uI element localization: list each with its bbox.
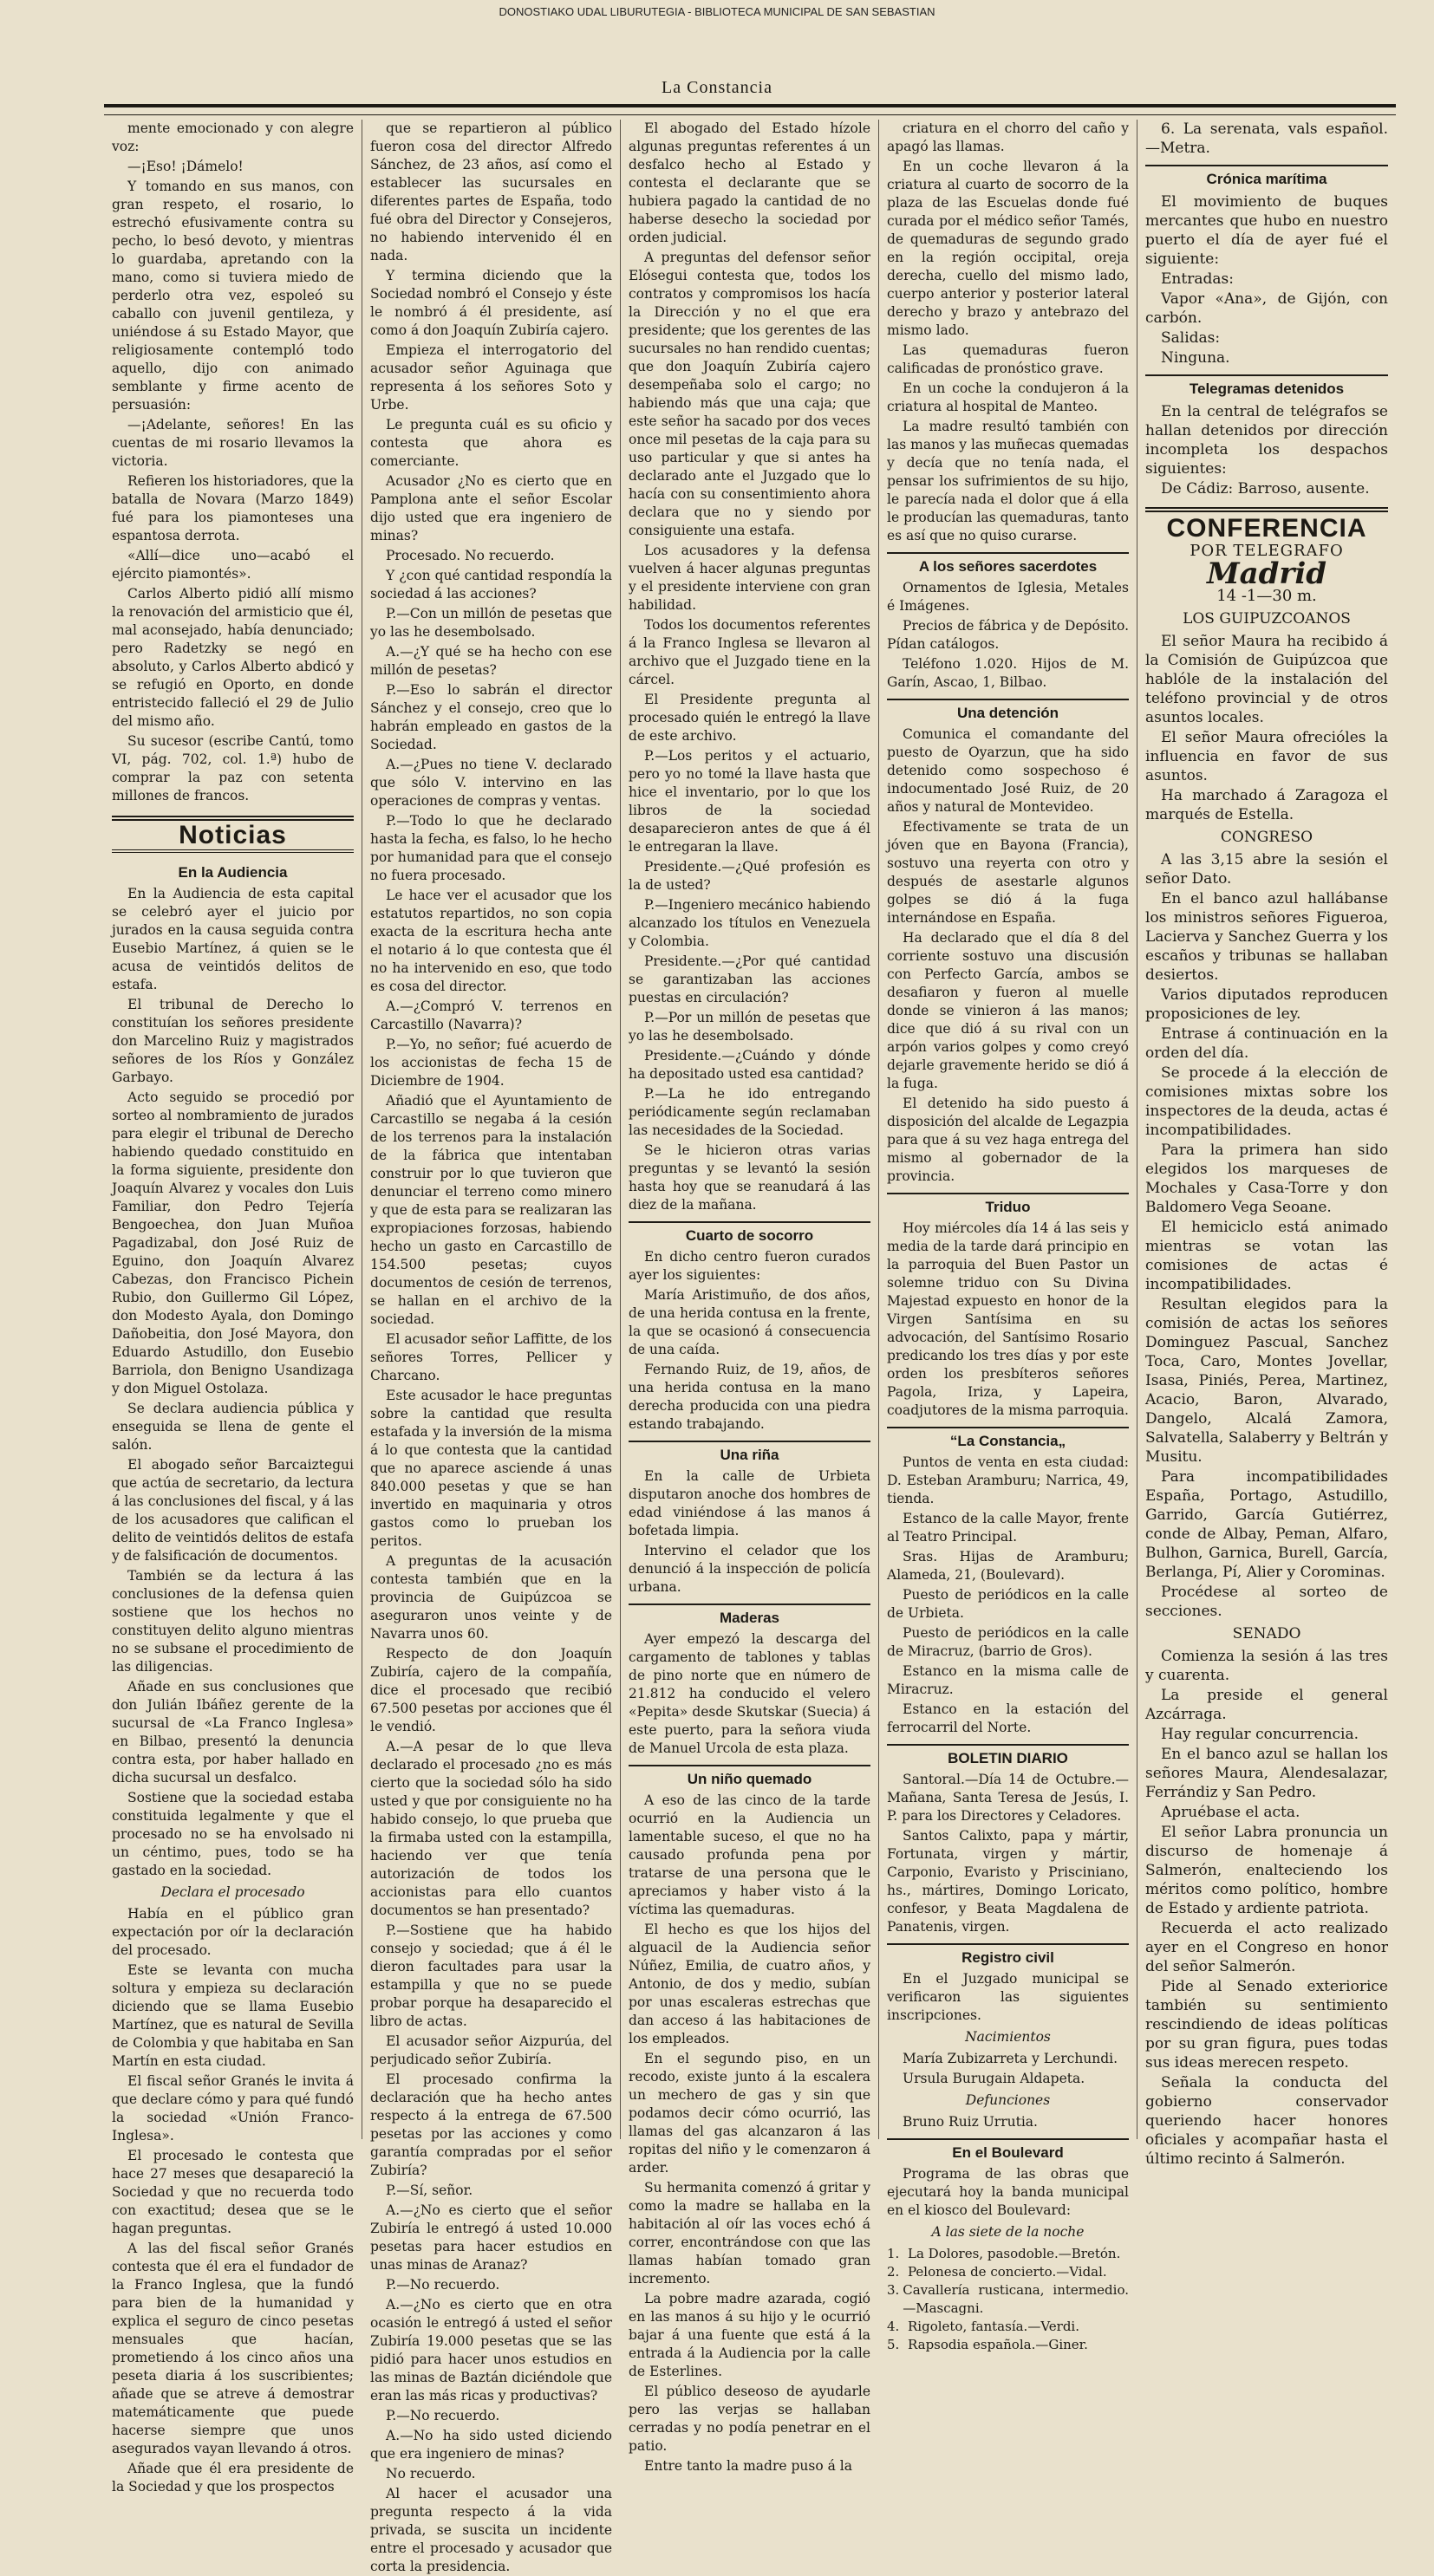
cronica-heading: Crónica marítima xyxy=(1145,165,1388,189)
paragraph: En un coche llevaron á la criatura al cuarto de socorro de la plaza de las Escuelas donde fué curada por el médico señor Tamés, de quemaduras de segundo grado en la región occipital, oreja derecha, cuello del mismo lado, cuerpo anterior y posterior lateral derecho y brazo y antebrazo del mismo lado. xyxy=(887,159,1129,338)
program-number: 4. xyxy=(887,2319,900,2334)
paragraph: El señor Maura ha recibido á la Comisión de Guipúzcoa que hablóle de la instalación del teléfono provincial y de otros asuntos locales. xyxy=(1145,633,1388,726)
paragraph: Santos Calixto, papa y mártir, Fortunata, virgen y mártir, Carponio, Evaristo y Prisciniano, hs., mártires, Domingo Loricato, confesor, y Beata Magdalena de Panatenis, virgen. xyxy=(887,1828,1129,1935)
paragraph: Los acusadores y la defensa vuelven á hacer algunas preguntas y el presidente interviene con gran habilidad. xyxy=(629,543,870,613)
paragraph: El movimiento de buques mercantes que hubo en nuestro puerto el día de ayer fué el siguiente: xyxy=(1145,193,1388,268)
paragraph: El señor Maura ofrecióles la influencia en favor de sus asuntos. xyxy=(1145,729,1388,784)
triduo-heading: Triduo xyxy=(887,1193,1129,1216)
program-item xyxy=(887,2336,1129,2354)
boulevard-heading: En el Boulevard xyxy=(887,2138,1129,2162)
col3-paras-e xyxy=(629,1792,870,2475)
paragraph: Presidente.—¿Por qué cantidad se garantizaban las acciones puestas en circulación? xyxy=(629,953,870,1005)
paragraph: Añade en sus conclusiones que don Julián Ibáñez gerente de la sucursal de «La Franco Inglesa» en Bilbao, presentó la denuncia contra esta, por haber hallado en dicha sucursal un desfalco. xyxy=(112,1679,354,1786)
paragraph: Carlos Alberto pidió allí mismo la renovación del armisticio que él, mal aconsejado, había denunciado; pero Radetzky se negó en absoluto, y Carlos Alberto abdicó y se refugió en Oporto, en donde entristecido falleció el 29 de Julio del mismo año. xyxy=(112,586,354,729)
senado-heading: SENADO xyxy=(1232,1625,1301,1643)
program-end: 6. La serenata, vals español.—Metra. xyxy=(1145,120,1388,157)
paragraph: A.—No ha sido usted diciendo que era ingeniero de minas? xyxy=(370,2428,612,2462)
defunciones-subheading: Defunciones xyxy=(965,2092,1051,2108)
col3-paras-a xyxy=(629,120,870,1214)
noticias-heading: Noticias xyxy=(112,816,354,853)
paragraph: Le hace ver el acusador que los estatutos repartidos, no son copia exacta de la escritura hecha ante el notario á lo que contesta que él no ha intervenido en eso, que todo es cosa del director. xyxy=(370,888,612,994)
program-item xyxy=(887,2263,1129,2281)
paragraph: Resultan elegidos para la comisión de actas los señores Dominguez Pascual, Sanchez Toca, Caro, Montes Jovellar, Isasa, Piniés, Perea, Martinez, Acacio, Baron, Alvarado, Dangelo, Alcalá Zamora, Salvatella, Salaberry y Beltrán y Musitu. xyxy=(1145,1296,1388,1466)
paragraph: A.—¿Compró V. terrenos en Carcastillo (Navarra)? xyxy=(370,999,612,1032)
paragraph: Ha declarado que el día 8 del corriente sostuvo una discusión con Perfecto García, ambos se desafiaron y fueron al muelle donde se vinieron á las manos; dice que dió á su rival con un arpón varios golpes y como creyó dejarle gravemente herido se dió á la fuga. xyxy=(887,930,1129,1091)
paragraph: En la central de telégrafos se hallan detenidos por dirección incompleta los despachos siguientes: xyxy=(1145,403,1388,478)
nacimientos-list xyxy=(887,2050,1129,2088)
por-telegrafo: POR TELEGRAFO xyxy=(1190,542,1344,560)
paragraph: El tribunal de Derecho lo constituían los señores presidente don Marcelino Ruiz y magistrados señores de los Ríos y González Garbayo. xyxy=(112,997,354,1085)
program-number: 3. xyxy=(887,2282,900,2298)
col5-paras-a xyxy=(1145,192,1388,368)
paragraph: Respecto de don Joaquín Zubiría, cajero de la compañía, dice el procesado que recibió 67.500 pesetas por acciones que él le vendió. xyxy=(370,1646,612,1734)
paragraph: Programa de las obras que ejecutará hoy la banda municipal en el kiosco del Boulevard: xyxy=(887,2166,1129,2218)
paragraph: Sostiene que la sociedad estaba constituida legalmente y que el procesado no se ha envolsado ni un céntimo, pues, todo se ha gastado en la sociedad. xyxy=(112,1790,354,1878)
paragraph: El abogado señor Barcaiztegui que actúa de secretario, da lectura á las conclusiones del fiscal, y á las de los acusadores que califican el delito de veintidós delitos de estafa y de falsificación de documentos. xyxy=(112,1457,354,1564)
paragraph: Refieren los historiadores, que la batalla de Novara (Marzo 1849) fué para los piamonteses una espantosa derrota. xyxy=(112,473,354,543)
program-title: Pelonesa de concierto.—Vidal. xyxy=(908,2264,1107,2280)
paragraph: Sras. Hijas de Aramburu; Alameda, 21, (Boulevard). xyxy=(887,1549,1129,1583)
paragraph: Puesto de periódicos en la calle de Urbieta. xyxy=(887,1587,1129,1621)
paragraph: Comunica el comandante del puesto de Oyarzun, que ha sido detenido como sospechoso é indocumentado José Ruiz, de 20 años y natural de Montevideo. xyxy=(887,726,1129,815)
maderas-heading: Maderas xyxy=(629,1603,870,1627)
paragraph: P.—Yo, no señor; fué acuerdo de los accionistas de fecha 15 de Diciembre de 1904. xyxy=(370,1037,612,1089)
paragraph: El fiscal señor Granés le invita á que declare cómo y para qué fundó la sociedad «Unión Franco-Inglesa». xyxy=(112,2073,354,2143)
conferencia-heading: CONFERENCIA xyxy=(1145,507,1388,538)
boletin-heading: BOLETIN DIARIO xyxy=(887,1744,1129,1767)
col1-paras-b xyxy=(112,885,354,1880)
col4-paras-b xyxy=(887,579,1129,692)
paragraph: En la calle de Urbieta disputaron anoche dos hombres de edad viniéndose á las manos á bofetada limpia. xyxy=(629,1468,870,1538)
paragraph: Ursula Burugain Aldapeta. xyxy=(903,2071,1085,2086)
paragraph: P.—Sí, señor. xyxy=(386,2182,473,2198)
paragraph: Estanco en la estación del ferrocarril del Norte. xyxy=(887,1701,1129,1735)
program-item xyxy=(887,2318,1129,2336)
col4-paras-h xyxy=(887,2165,1129,2220)
paragraph: Ornamentos de Iglesia, Metales é Imágenes. xyxy=(887,580,1129,614)
paragraph: Añade que él era presidente de la Sociedad y que los prospectos xyxy=(112,2461,354,2495)
paragraph: Acto seguido se procedió por sorteo al nombramiento de jurados para elegir el tribunal de Derecho habiendo quedado constituido en la forma siguiente, presidente don Joaquín Alvarez y vocales don Luis Familiar, don Pedro Tejería Bengoechea, don Juan Muñoa Pagadizabal, don José Ruiz de Eguino, don Joaquín Alvarez Cabezas, don Francisco Pichein Rubio, don Guillermo Gil López, don Modesto Ayala, don Domingo Dañobeitia, don José Mayora, don Eduardo Astudillo, don Eusebio Barriola, don Benigno Usandizaga y don Miguel Ostolaza. xyxy=(112,1090,354,1396)
paragraph: El procesado confirma la declaración que ha hecho antes respecto á la entrega de 67.500 pesetas por las acciones y como garantía compradas por el señor Zubiría? xyxy=(370,2072,612,2178)
col2-paras xyxy=(370,120,612,2576)
paragraph: Todos los documentos referentes á la Franco Inglesa se llevaron al archivo que el Juzgado tiene en la cárcel. xyxy=(629,617,870,687)
dateline: 14 -1—30 m. xyxy=(1216,587,1317,605)
paragraph: También se da lectura á las conclusiones de la defensa quien sostiene que los hechos no constituyen delito alguno mientras no se subsane el procedimiento de las diligencias. xyxy=(112,1568,354,1675)
paragraph: Estanco de la calle Mayor, frente al Teatro Principal. xyxy=(887,1511,1129,1545)
paragraph: María Aristimuño, de dos años, de una herida contusa en la frente, la que se ocasionó á consecuencia de una caída. xyxy=(629,1287,870,1357)
column-5 xyxy=(1137,120,1396,2168)
paragraph: Y tomando en sus manos, con gran respeto, el rosario, lo estrechó efusivamente contra su pecho, lo besó devoto, y mientras lo guardaba, apretando con la mano, como si tuviera miedo de perderlo otra vez, espoleó su caballo con juvenil gentileza, y uniéndose á su Estado Mayor, que religiosamente contempló todo aquello, dijo con animado semblante y firme acento de persuasión: xyxy=(112,179,354,413)
paragraph: El acusador señor Aizpurúa, del perjudicado señor Zubiría. xyxy=(370,2033,612,2067)
paragraph: A eso de las cinco de la tarde ocurrió en la Audiencia un lamentable suceso, el que no ha causado profunda pena por tratarse de una persona que le apreciamos y haber visto á la víctima las quemaduras. xyxy=(629,1792,870,1917)
library-banner: DONOSTIAKO UDAL LIBURUTEGIA - BIBLIOTECA MUNICIPAL DE SAN SEBASTIAN xyxy=(499,5,935,18)
paragraph: Señala la conducta del gobierno conservador queriendo hacer honores oficiales y acompañar hasta el último recinto á Salmerón. xyxy=(1145,2074,1388,2168)
rina-heading: Una riña xyxy=(629,1441,870,1464)
program-item xyxy=(887,2281,1129,2318)
paragraph: Ninguna. xyxy=(1161,349,1230,367)
paragraph: Ayer empezó la descarga del cargamento de tablones y tablas de pino norte que en número de 21.812 ha conducido el velero «Pepita» desde Skutskar (Suecia) á este puerto, para la señora viuda de Manuel Urcola de esta plaza. xyxy=(629,1631,870,1756)
column-2 xyxy=(362,120,621,2574)
cuarto-socorro-heading: Cuarto de socorro xyxy=(629,1221,870,1245)
paragraph: La madre resultó también con las manos y las muñecas quemadas y decía que no tenía nada, el pensar los sufrimientos de su hijo, le parecía nada el dolor que á ella le producían las quemaduras, tanto es así que no quiso curarse. xyxy=(887,419,1129,543)
paragraph: A preguntas de la acusación contesta también que en la provincia de Guipúzcoa se aseguraron unos veinte y de Navarra unos 60. xyxy=(370,1553,612,1642)
paragraph: P.—No recuerdo. xyxy=(386,2408,500,2423)
paragraph: Para la primera han sido elegidos los marqueses de Mochales y Casa-Torre y don Baldomero Vega Seoane. xyxy=(1145,1142,1388,1216)
paragraph: Apruébase el acta. xyxy=(1161,1804,1300,1821)
paragraph: Acusador ¿No es cierto que en Pamplona ante el señor Escolar dijo usted que era ingeniero de minas? xyxy=(370,473,612,543)
paragraph: P.—Los peritos y el actuario, pero yo no tomé la llave hasta que hice el inventario, por lo que los libros de la sociedad desaparecieron antes de que á él le entregaran la llave. xyxy=(629,748,870,855)
paragraph: Había en el público gran expectación por oír la declaración del procesado. xyxy=(112,1906,354,1958)
detencion-heading: Una detención xyxy=(887,699,1129,722)
paragraph: Efectivamente se trata de un jóven que en Bayona (Francia), sostuvo una reyerta con otro y después de asestarle algunos golpes se dió á la fuga internándose en España. xyxy=(887,819,1129,926)
col3-paras-d xyxy=(629,1630,870,1758)
paragraph: El público deseoso de ayudarle pero las verjas se hallaban cerradas y no podía penetrar en el patio. xyxy=(629,2384,870,2454)
paragraph: P.—Ingeniero mecánico habiendo alcanzado los títulos en Venezuela y Colombia. xyxy=(629,897,870,949)
paragraph: En el banco azul hallábanse los ministros señores Figueroa, Lacierva y Sanchez Guerra y los escaños y tribunas se hallaban desiertos. xyxy=(1145,890,1388,984)
paragraph: El detenido ha sido puesto á disposición del alcalde de Legazpia para que á su vez haga entrega del mismo al gobernador de la provincia. xyxy=(887,1096,1129,1184)
paragraph: Se procede á la elección de comisiones mixtas sobre los inspectores de la deuda, actas é incompatibilidades. xyxy=(1145,1064,1388,1139)
paragraph: Hoy miércoles día 14 á las seis y media de la tarde dará principio en la parroquia del Buen Pastor un solemne triduo con Su Divina Majestad expuesto en honor de la Virgen Santísima en su advocación, del Santísimo Rosario predicando los tres días y por este orden los presbíteros señores Pagola, Iriza, y Lapeira, coadjutores de la misma parroquia. xyxy=(887,1220,1129,1418)
sacerdotes-heading: A los señores sacerdotes xyxy=(887,552,1129,576)
program-number: 2. xyxy=(887,2264,900,2280)
program-number: 1. xyxy=(887,2246,900,2261)
paragraph: La pobre madre azarada, cogió en las manos á su hijo y le ocurrió bajar á una fuente que está á la entrada á la Audiencia por la calle de Esterlines. xyxy=(629,2291,870,2379)
paragraph: P.—Todo lo que he declarado hasta la fecha, es falso, lo he hecho por humanidad para que el consejo no fuera procesado. xyxy=(370,813,612,883)
paragraph: P.—Eso lo sabrán el director Sánchez y el consejo, creo que lo habrán empleado en gastos de la Sociedad. xyxy=(370,682,612,752)
madrid-heading: Madrid xyxy=(1206,556,1327,591)
program-item xyxy=(887,2245,1129,2263)
paragraph: P.—Sostiene que ha habido consejo y sociedad; que á él le dieron facultades para usar la estampilla y que no se puede probar porque ha desaparecido el libro de actas. xyxy=(370,1922,612,2029)
column-1 xyxy=(104,120,362,2495)
paragraph: En el Juzgado municipal se verificaron las siguientes inscripciones. xyxy=(887,1971,1129,2023)
paragraph: Para incompatibilidades España, Portago, Astudillo, Garrido, García Gutiérrez, conde de Albay, Peman, Alfaro, Bulhon, Garnica, Burell, García, Berlanga, Pí, Alier y Corominas. xyxy=(1145,1468,1388,1581)
paragraph: —¡Adelante, señores! En las cuentas de mi rosario llevamos la victoria. xyxy=(112,417,354,469)
paragraph: El acusador señor Laffitte, de los señores Torres, Pellicer y Charcano. xyxy=(370,1331,612,1383)
paragraph: A.—¿No es cierto que el señor Zubiría le entregó á usted 10.000 pesetas para hacer estudios en unas minas de Aranaz? xyxy=(370,2202,612,2273)
paragraph: En un coche la condujeron á la criatura al hospital de Manteo. xyxy=(887,381,1129,414)
paragraph: A preguntas del defensor señor Elósegui contesta que, todos los contratos y compromisos los hacía la Dirección y no el que era presidente; que los gerentes de las sucursales no han rendido cuentas; que don Joaquín Zubiría cajero desempeñaba solo el cargo; no habiendo más que una caja; que este señor ha sacado por dos veces once mil pesetas de la caja para su uso particular y que si antes ha declarado ante el Juzgado que lo hacía con su consentimiento ahora declara que no y siendo por consiguiente una estafa. xyxy=(629,250,870,538)
column-3 xyxy=(621,120,879,2474)
paragraph: Le pregunta cuál es su oficio y contesta que ahora es comerciante. xyxy=(370,417,612,469)
congreso-heading: CONGRESO xyxy=(1220,829,1313,846)
paragraph: Estanco en la misma calle de Miracruz. xyxy=(887,1663,1129,1697)
program-title: Cavallería rusticana, intermedio.—Mascagni. xyxy=(903,2282,1129,2316)
paragraph: que se repartieron al público fueron cosa del director Alfredo Sánchez, de 23 años, así como el establecer las sucursales en diferentes partes de España, todo fué obra del Director y Consejeros, no habiendo intervenido él en nada. xyxy=(370,120,612,263)
program-list xyxy=(887,2245,1129,2354)
paragraph: Entre tanto la madre puso á la xyxy=(644,2458,852,2474)
paragraph: «Allí—dice uno—acabó el ejército piamontés». xyxy=(112,548,354,582)
paragraph: En el banco azul se hallan los señores Maura, Alendesalazar, Ferrándiz y San Pedro. xyxy=(1145,1746,1388,1801)
paragraph: Varios diputados reproducen proposiciones de ley. xyxy=(1145,986,1388,1023)
telegramas-heading: Telegramas detenidos xyxy=(1145,374,1388,399)
col1-paras-c xyxy=(112,1905,354,2496)
paragraph: No recuerdo. xyxy=(386,2466,476,2482)
paragraph: Entrase á continuación en la orden del día. xyxy=(1145,1025,1388,1062)
col4-paras-g xyxy=(887,1970,1129,2025)
nacimientos-subheading: Nacimientos xyxy=(965,2029,1051,2045)
paragraph: Entradas: xyxy=(1161,270,1234,288)
col5-paras-c xyxy=(1145,632,1388,824)
col3-paras-b xyxy=(629,1248,870,1434)
paragraph: El señor Labra pronuncia un discurso de homenaje á Salmerón, enalteciendo los méritos como político, hombre de Estado y ardiente patriota. xyxy=(1145,1824,1388,1917)
paragraph: Las quemaduras fueron calificadas de pronóstico grave. xyxy=(887,342,1129,376)
col5-paras-d xyxy=(1145,850,1388,1621)
paragraph: —¡Eso! ¡Dámelo! xyxy=(127,159,244,174)
paragraph: Recuerda el acto realizado ayer en el Congreso en honor del señor Salmerón. xyxy=(1145,1920,1388,1975)
paragraph: Comienza la sesión á las tres y cuarenta. xyxy=(1145,1648,1388,1684)
paragraph: Procesado. No recuerdo. xyxy=(386,548,555,563)
paragraph: Presidente.—¿Cuándo y dónde ha depositado usted esa cantidad? xyxy=(629,1048,870,1082)
paragraph: Salidas: xyxy=(1161,329,1221,347)
paragraph: Teléfono 1.020. Hijos de M. Garín, Ascao, 1, Bilbao. xyxy=(887,656,1129,690)
paragraph: criatura en el chorro del caño y apagó las llamas. xyxy=(887,120,1129,154)
paragraph: Puesto de periódicos en la calle de Miracruz, (barrio de Gros). xyxy=(887,1625,1129,1659)
paragraph: El Presidente pregunta al procesado quién le entregó la llave de este archivo. xyxy=(629,692,870,744)
col4-paras-a xyxy=(887,120,1129,545)
paragraph: Pide al Senado exteriorice también su sentimiento rescindiendo de ideas políticas por su gran figura, pues todas sus ideas merecen respeto. xyxy=(1145,1978,1388,2072)
paragraph: Al hacer el acusador una pregunta respecto á la vida privada, se suscita un incidente entre el procesado y acusador que corta la presidencia. xyxy=(370,2486,612,2574)
paragraph: A las del fiscal señor Granés contesta que él era el fundador de la Franco Inglesa, que la fundó para bien de la humanidad y explica el seguro de cinco pesetas mensuales que hacían, prometiendo á los cinco años una peseta diaria á los suscribientes; añade que se atreve á demostrar matemáticamente que puede hacerse siempre que unos asegurados vayan llevando á otros. xyxy=(112,2241,354,2456)
col1-paras-a xyxy=(112,120,354,805)
paragraph: Empieza el interrogatorio del acusador señor Aguinaga que representa á los señores Soto y Urbe. xyxy=(370,342,612,413)
paragraph: En la Audiencia de esta capital se celebró ayer el juicio por jurados en la causa seguida contra Eusebio Martínez, á quien se le acusa de veintidós delitos de estafa. xyxy=(112,886,354,992)
paragraph: Este se levanta con mucha soltura y empieza su declaración diciendo que se llama Eusebio Martínez, que es natural de Sevilla de Colombia y que habitaba en San Martín en esta ciudad. xyxy=(112,1962,354,2069)
constancia-heading: “La Constancia„ xyxy=(887,1427,1129,1450)
audiencia-heading: En la Audiencia xyxy=(178,864,288,881)
paragraph: Fernando Ruiz, de 19, años, de una herida contusa en la mano derecha producida con una piedra estando trabajando. xyxy=(629,1362,870,1432)
registro-heading: Registro civil xyxy=(887,1943,1129,1967)
paragraph: P.—Con un millón de pesetas que yo las he desembolsado. xyxy=(370,606,612,640)
col4-paras-f xyxy=(887,1771,1129,1936)
paragraph: P.—Por un millón de pesetas que yo las he desembolsado. xyxy=(629,1010,870,1044)
paragraph: Procédese al sorteo de secciones. xyxy=(1145,1584,1388,1620)
paragraph: Su hermanita comenzó á gritar y como la madre se hallaba en la habitación al oír las voces echó á correr, encontrándose con que las llamas habían tomado gran incremento. xyxy=(629,2180,870,2287)
program-title: Rapsodia española.—Giner. xyxy=(908,2337,1088,2352)
paragraph: En el segundo piso, en un recodo, existe junto á la escalera un mechero de gas y sin que podamos decir cómo ocurrió, las llamas del gas alcanzaron á las ropitas del niño y le comenzaron á arder. xyxy=(629,2051,870,2176)
masthead: La Constancia xyxy=(662,78,772,97)
guipuzcoanos-heading: LOS GUIPUZCOANOS xyxy=(1183,610,1351,628)
paragraph: Su sucesor (escribe Cantú, tomo VI, pág. 702, col. 1.ª) hubo de comprar la paz con setenta millones de francos. xyxy=(112,733,354,803)
paragraph: De Cádiz: Barroso, ausente. xyxy=(1161,480,1370,498)
paragraph: Vapor «Ana», de Gijón, con carbón. xyxy=(1145,290,1388,327)
defunciones-list xyxy=(887,2113,1129,2131)
paragraph: La preside el general Azcárraga. xyxy=(1145,1687,1388,1723)
paragraph: mente emocionado y con alegre voz: xyxy=(112,120,354,154)
paragraph: El procesado le contesta que hace 27 meses que desapareció la Sociedad y que no recuerda todo con exactitud; desea que se le hagan preguntas. xyxy=(112,2148,354,2236)
siete-subheading: A las siete de la noche xyxy=(931,2224,1085,2240)
col4-paras-e xyxy=(887,1454,1129,1737)
col3-paras-c xyxy=(629,1467,870,1597)
paragraph: En dicho centro fueron curados ayer los siguientes: xyxy=(629,1249,870,1283)
paragraph: A.—¿Y qué se ha hecho con ese millón de pesetas? xyxy=(370,644,612,678)
paragraph: El abogado del Estado hízole algunas preguntas referentes á un desfalco hecho al Estado y contesta el declarante que se hubiera pagado la cantidad de no haberse desecho la sociedad por orden judicial. xyxy=(629,120,870,245)
paragraph: A.—A pesar de lo que lleva declarado el procesado ¿no es más cierto que la sociedad sólo ha sido usted y que por consiguiente no ha habido consejo, lo que prueba que la firmaba usted con la estampilla, haciendo ver que tenía autorización de todos los accionistas para ello cuantos documentos se han presentado? xyxy=(370,1739,612,1918)
program-title: Rigoleto, fantasía.—Verdi. xyxy=(908,2319,1079,2334)
column-4 xyxy=(879,120,1137,2352)
paragraph: El hemiciclo está animado mientras se votan las comisiones de actas é incompatibilidades. xyxy=(1145,1219,1388,1293)
paragraph: María Zubizarreta y Lerchundi. xyxy=(903,2051,1118,2066)
paragraph: Añadió que el Ayuntamiento de Carcastillo se negaba á la cesión de los terrenos para la instalación de la fábrica que intentaban construir por lo que tuvieron que denunciar el terreno como minero y que de esta para se realizaran las expropiaciones forzosas, habiendo hecho un gasto en Carcastillo de 154.500 pesetas; cuyos documentos de cesión de terrenos, se hallan en el archivo de la sociedad. xyxy=(370,1093,612,1327)
col5-paras-b xyxy=(1145,402,1388,498)
paragraph: Este acusador le hace preguntas sobre la cantidad que resulta estafada y la inversión de la misma á lo que contesta que la cantidad que no aparece asciende á unas 840.000 pesetas y que se han invertido en maquinaria y otros gastos como lo prueban los peritos. xyxy=(370,1388,612,1549)
paragraph: El hecho es que los hijos del alguacil de la Audiencia señor Núñez, Emilia, de cuatro años, y Antonio, de dos y medio, subían por unas escaleras estrechas que dan acceso á las habitaciones de los empleados. xyxy=(629,1922,870,2046)
col5-paras-e xyxy=(1145,1647,1388,2169)
masthead-rule xyxy=(104,104,1396,115)
paragraph: A las 3,15 abre la sesión el señor Dato. xyxy=(1145,851,1388,888)
paragraph: Ha marchado á Zaragoza el marqués de Estella. xyxy=(1145,787,1388,823)
paragraph: Precios de fábrica y de Depósito. Pídan catálogos. xyxy=(887,618,1129,652)
paragraph: Hay regular concurrencia. xyxy=(1161,1726,1359,1743)
paragraph: Se le hicieron otras varias preguntas y se levantó la sesión hasta hoy que se reanudará á las diez de la mañana. xyxy=(629,1142,870,1213)
program-title: La Dolores, pasodoble.—Bretón. xyxy=(908,2246,1121,2261)
paragraph: Santoral.—Día 14 de Octubre.—Mañana, Santa Teresa de Jesús, I. P. para los Directores y Celadores. xyxy=(887,1772,1129,1824)
nino-quemado-heading: Un niño quemado xyxy=(629,1765,870,1788)
paragraph: A.—¿Pues no tiene V. declarado que sólo V. intervino en las operaciones de compras y ventas. xyxy=(370,757,612,809)
paragraph: A.—¿No es cierto que en otra ocasión le entregó á usted el señor Zubiría 19.000 pesetas que se las pidió para hacer unos estudios en las minas de Baztán diciéndole que eran las más ricas y productivas? xyxy=(370,2297,612,2404)
declara-subheading: Declara el procesado xyxy=(160,1884,305,1900)
paragraph: Y termina diciendo que la Sociedad nombró el Consejo y éste le nombró á él presidente, así como á don Joaquín Zubiría cajero. xyxy=(370,268,612,338)
paragraph: P.—La he ido entregando periódicamente según reclamaban las necesidades de la Sociedad. xyxy=(629,1086,870,1138)
program-number: 5. xyxy=(887,2337,900,2352)
paragraph: Se declara audiencia pública y enseguida se llena de gente el salón. xyxy=(112,1401,354,1453)
paragraph: Presidente.—¿Qué profesión es la de usted? xyxy=(629,859,870,893)
paragraph: Y ¿con qué cantidad respondía la sociedad á las acciones? xyxy=(370,568,612,602)
paragraph: P.—No recuerdo. xyxy=(386,2277,500,2293)
paragraph: Bruno Ruiz Urrutia. xyxy=(903,2114,1038,2130)
paragraph: Puntos de venta en esta ciudad: D. Esteban Aramburu; Narrica, 49, tienda. xyxy=(887,1454,1129,1506)
paragraph: Intervino el celador que los denunció á la inspección de policía urbana. xyxy=(629,1543,870,1595)
col4-paras-c xyxy=(887,725,1129,1186)
newspaper-page xyxy=(104,120,1396,2574)
col4-paras-d xyxy=(887,1220,1129,1420)
